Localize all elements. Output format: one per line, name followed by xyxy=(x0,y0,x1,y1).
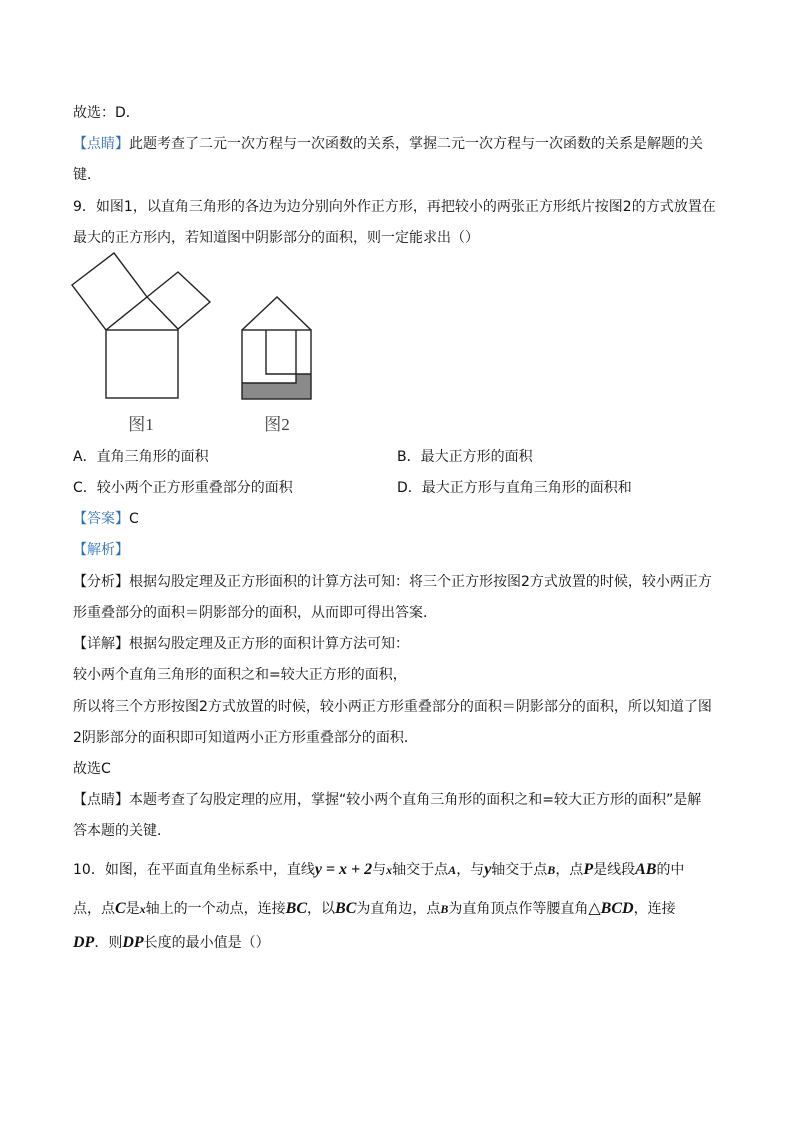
q8-comment-line-2: 键． xyxy=(73,167,101,183)
q9-final-choice: 故选C xyxy=(73,761,111,777)
text: 与 xyxy=(372,862,387,878)
text: 是 xyxy=(125,901,140,917)
math-B: B xyxy=(547,863,556,877)
comment-tag: 【点睛】 xyxy=(73,136,129,152)
xiangjie-text: 根据勾股定理及正方形的面积计算方法可知： xyxy=(129,636,409,652)
figure-2 xyxy=(236,290,318,438)
q9-xiangjie-line-3: 所以将三个方形按图2方式放置的时候，较小两正方形重叠部分的面积＝阴影部分的面积，所以知道了图 xyxy=(73,699,712,715)
text: 10．如图，在平面直角坐标系中，直线 xyxy=(73,862,315,878)
xiangjie-tag: 【详解】 xyxy=(73,636,129,652)
math-x: x xyxy=(386,863,393,877)
fenxi-tag: 【分析】 xyxy=(73,574,129,590)
text: 轴交于点 xyxy=(392,862,449,878)
q10-stem-line-2 xyxy=(73,899,676,919)
fig2-small-square-b xyxy=(242,330,296,383)
math-DP: DP xyxy=(73,934,95,951)
fig2-shaded-region xyxy=(242,374,311,399)
figure-1-caption: 图1 xyxy=(128,415,154,434)
fenxi-text: 根据勾股定理及正方形面积的计算方法可知：将三个正方形按图2方式放置的时候，较小两正方 xyxy=(129,574,712,590)
math-P: P xyxy=(583,861,594,878)
text: ，以 xyxy=(307,901,336,917)
answer-value: C xyxy=(129,511,139,527)
fig2-triangle xyxy=(242,297,311,330)
text: ．则 xyxy=(94,935,123,951)
q9-fenxi-line-1 xyxy=(73,572,712,592)
q10-stem-line-1 xyxy=(73,860,684,880)
math-x: x xyxy=(139,902,146,916)
equation: y = x + 2 xyxy=(314,861,373,878)
text: 为直角边，点 xyxy=(356,901,441,917)
q9-comment-line-2: 答本题的关键． xyxy=(73,823,171,839)
math-DP: DP xyxy=(122,934,144,951)
q9-xiangjie-line-2: 较小两个直角三角形的面积之和=较大正方形的面积， xyxy=(73,667,407,683)
q10-stem-line-3 xyxy=(73,933,270,953)
q9-stem-line-1: 9．如图1，以直角三角形的各边为边分别向外作正方形，再把较小的两张正方形纸片按图2的方式放置在 xyxy=(73,199,716,215)
text: 为直角顶点作等腰直角 xyxy=(448,901,589,917)
text: 是线段 xyxy=(593,862,636,878)
math-B: B xyxy=(440,902,449,916)
q9-xiangjie-line-4: 2阴影部分的面积即可知道两小正方形重叠部分的面积． xyxy=(73,730,418,746)
comment-tag: 【点睛】 xyxy=(73,792,129,808)
figure-2-caption: 图2 xyxy=(264,415,290,434)
comment-text: 此题考查了二元一次方程与一次函数的关系，掌握二元一次方程与一次函数的关系是解题的关 xyxy=(129,136,703,152)
figure-1 xyxy=(66,248,216,438)
q9-option-b[interactable]: B．最大正方形的面积 xyxy=(397,449,533,465)
q9-option-c[interactable]: C．较小两个正方形重叠部分的面积 xyxy=(73,480,293,496)
text: 长度的最小值是（） xyxy=(143,935,270,951)
math-triangle-BCD: △BCD xyxy=(588,900,634,917)
text: 点，点 xyxy=(73,901,115,917)
comment-text: 本题考查了勾股定理的应用，掌握“较小两个直角三角形的面积之和=较大正方形的面积”是解 xyxy=(129,792,702,808)
fig2-small-square-a xyxy=(266,330,311,374)
text: 轴交于点 xyxy=(491,862,548,878)
answer-tag: 【答案】 xyxy=(73,511,129,527)
math-AB: AB xyxy=(635,861,657,878)
text: ，连接 xyxy=(633,901,676,917)
fig1-right-square xyxy=(147,272,210,329)
q8-comment-line-1 xyxy=(73,134,703,154)
q9-analysis-line xyxy=(73,540,129,560)
q9-comment-line-1 xyxy=(73,790,701,810)
math-A: A xyxy=(448,863,457,877)
fig1-bottom-square xyxy=(106,330,178,398)
q9-xiangjie-line-1 xyxy=(73,634,409,654)
math-C: C xyxy=(115,900,126,917)
text: ，点 xyxy=(555,862,584,878)
text: 轴上的一个动点，连接 xyxy=(145,901,286,917)
q9-fenxi-line-2: 形重叠部分的面积＝阴影部分的面积，从而即可得出答案． xyxy=(73,605,437,621)
q9-answer-line xyxy=(73,509,139,529)
math-BC: BC xyxy=(285,900,308,917)
fig1-left-square xyxy=(72,253,147,330)
text: 的中 xyxy=(656,862,685,878)
q9-option-a[interactable]: A．直角三角形的面积 xyxy=(73,449,209,465)
math-y: y xyxy=(484,861,492,878)
q8-answer-line: 故选：D． xyxy=(73,105,140,121)
analysis-tag: 【解析】 xyxy=(73,542,129,558)
q9-option-d[interactable]: D．最大正方形与直角三角形的面积和 xyxy=(397,480,632,496)
math-BC: BC xyxy=(335,900,357,917)
q9-stem-line-2: 最大的正方形内，若知道图中阴影部分的面积，则一定能求出（） xyxy=(73,230,479,246)
text: ，与 xyxy=(456,862,485,878)
